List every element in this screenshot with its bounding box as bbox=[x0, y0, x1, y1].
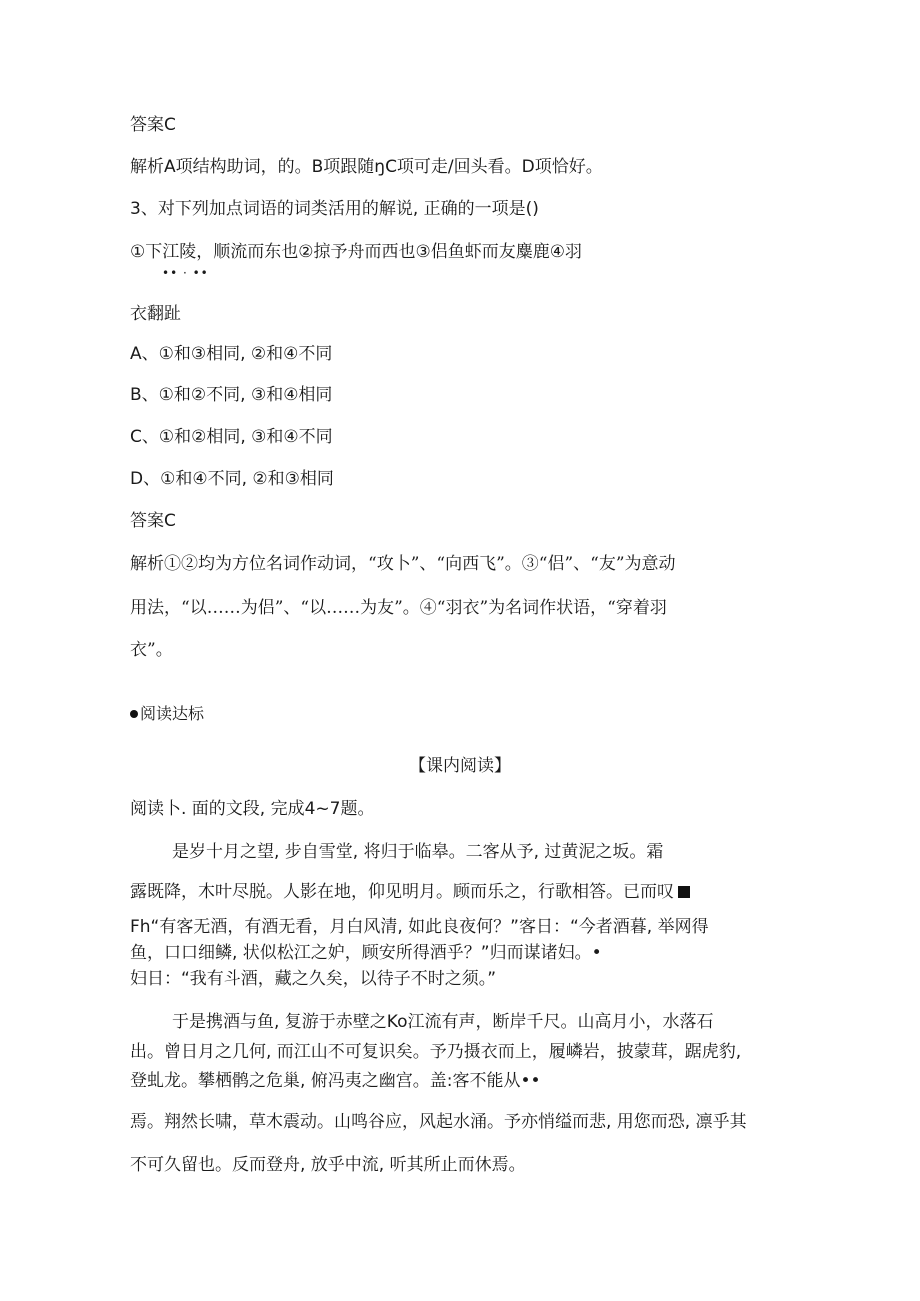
option-d: D、①和④不同, ②和③相同 bbox=[130, 469, 334, 489]
passage-p1-line-2-text: 露既降，木叶尽脱。人影在地，仰见明月。顾而乐之，行歌相答。已而叹 bbox=[130, 882, 674, 902]
question-3-items-cont: 衣翻趾 bbox=[130, 304, 181, 324]
section-bullet-icon bbox=[130, 710, 138, 718]
passage-p1-line-1: 是岁十月之望, 步自雪堂, 将归于临皋。二客从予, 过黄泥之坂。霜 bbox=[172, 842, 664, 862]
emphasis-dots: •• · •• bbox=[162, 266, 209, 280]
passage-p2-line-1: 于是携酒与鱼, 复游于赤壁之Ko江流有声，断岸千尺。山高月小，水落石 bbox=[172, 1012, 714, 1032]
analysis-2-line-3: 衣”。 bbox=[130, 640, 173, 660]
passage-p1-line-3: Fh“有客无酒，有酒无看，月白风清, 如此良夜何？”客日：“今者酒暮, 举网得 bbox=[130, 917, 709, 937]
answer-label-1: 答案C bbox=[130, 115, 176, 135]
section-heading bbox=[130, 702, 204, 726]
passage-p2-line-2: 出。曾日月之几何, 而江山不可复识矣。予乃摄衣而上，履嶙岩，披蒙茸，踞虎豹, bbox=[130, 1042, 742, 1062]
passage-p1-line-2 bbox=[130, 880, 690, 904]
passage-p2-line-5: 不可久留也。反而登舟, 放乎中流, 听其所止而休焉。 bbox=[130, 1155, 526, 1175]
question-3: 3、对下列加点词语的词类活用的解说, 正确的一项是() bbox=[130, 199, 539, 219]
question-3-items: ①下江陵，顺流而东也②掠予舟而西也③侣鱼虾而友麋鹿④羽 bbox=[130, 242, 582, 262]
option-b: B、①和②不同, ③和④相同 bbox=[130, 385, 333, 405]
section-heading-text: 阅读达标 bbox=[140, 704, 205, 723]
option-a: A、①和③相同, ②和④不同 bbox=[130, 344, 333, 364]
section-subheading: 【课内阅读】 bbox=[409, 756, 511, 776]
analysis-2-line-1: 解析①②均为方位名词作动词，“攻卜”、“向西飞”。③“侣”、“友”为意动 bbox=[130, 554, 676, 574]
analysis-1: 解析A项结构助词，的。B项跟随ŋC项可走/回头看。D项恰好。 bbox=[130, 157, 603, 177]
option-c: C、①和②相同, ③和④不同 bbox=[130, 427, 333, 447]
black-square-icon bbox=[678, 886, 690, 898]
reading-instruction: 阅读卜. 面的文段, 完成4~7题。 bbox=[130, 799, 375, 819]
analysis-2-line-2: 用法，“以……为侣”、“以……为友”。④“羽衣”为名词作状语，“穿着羽 bbox=[130, 598, 667, 618]
answer-label-2: 答案C bbox=[130, 511, 176, 531]
passage-p1-line-4: 鱼，口口细鳞, 状似松江之妒，顾安所得酒乎？”归而谋诸妇。• bbox=[130, 943, 602, 963]
passage-p1-line-5: 妇日：“我有斗酒，藏之久矣，以待子不时之须。” bbox=[130, 969, 497, 989]
passage-p2-line-3: 登虬龙。攀栖鹘之危巢, 俯冯夷之幽宫。盖:客不能从•• bbox=[130, 1071, 541, 1091]
passage-p2-line-4: 焉。翔然长啸，草木震动。山鸣谷应，风起水涌。予亦悄缢而悲, 用您而恐, 凛乎其 bbox=[130, 1112, 747, 1132]
